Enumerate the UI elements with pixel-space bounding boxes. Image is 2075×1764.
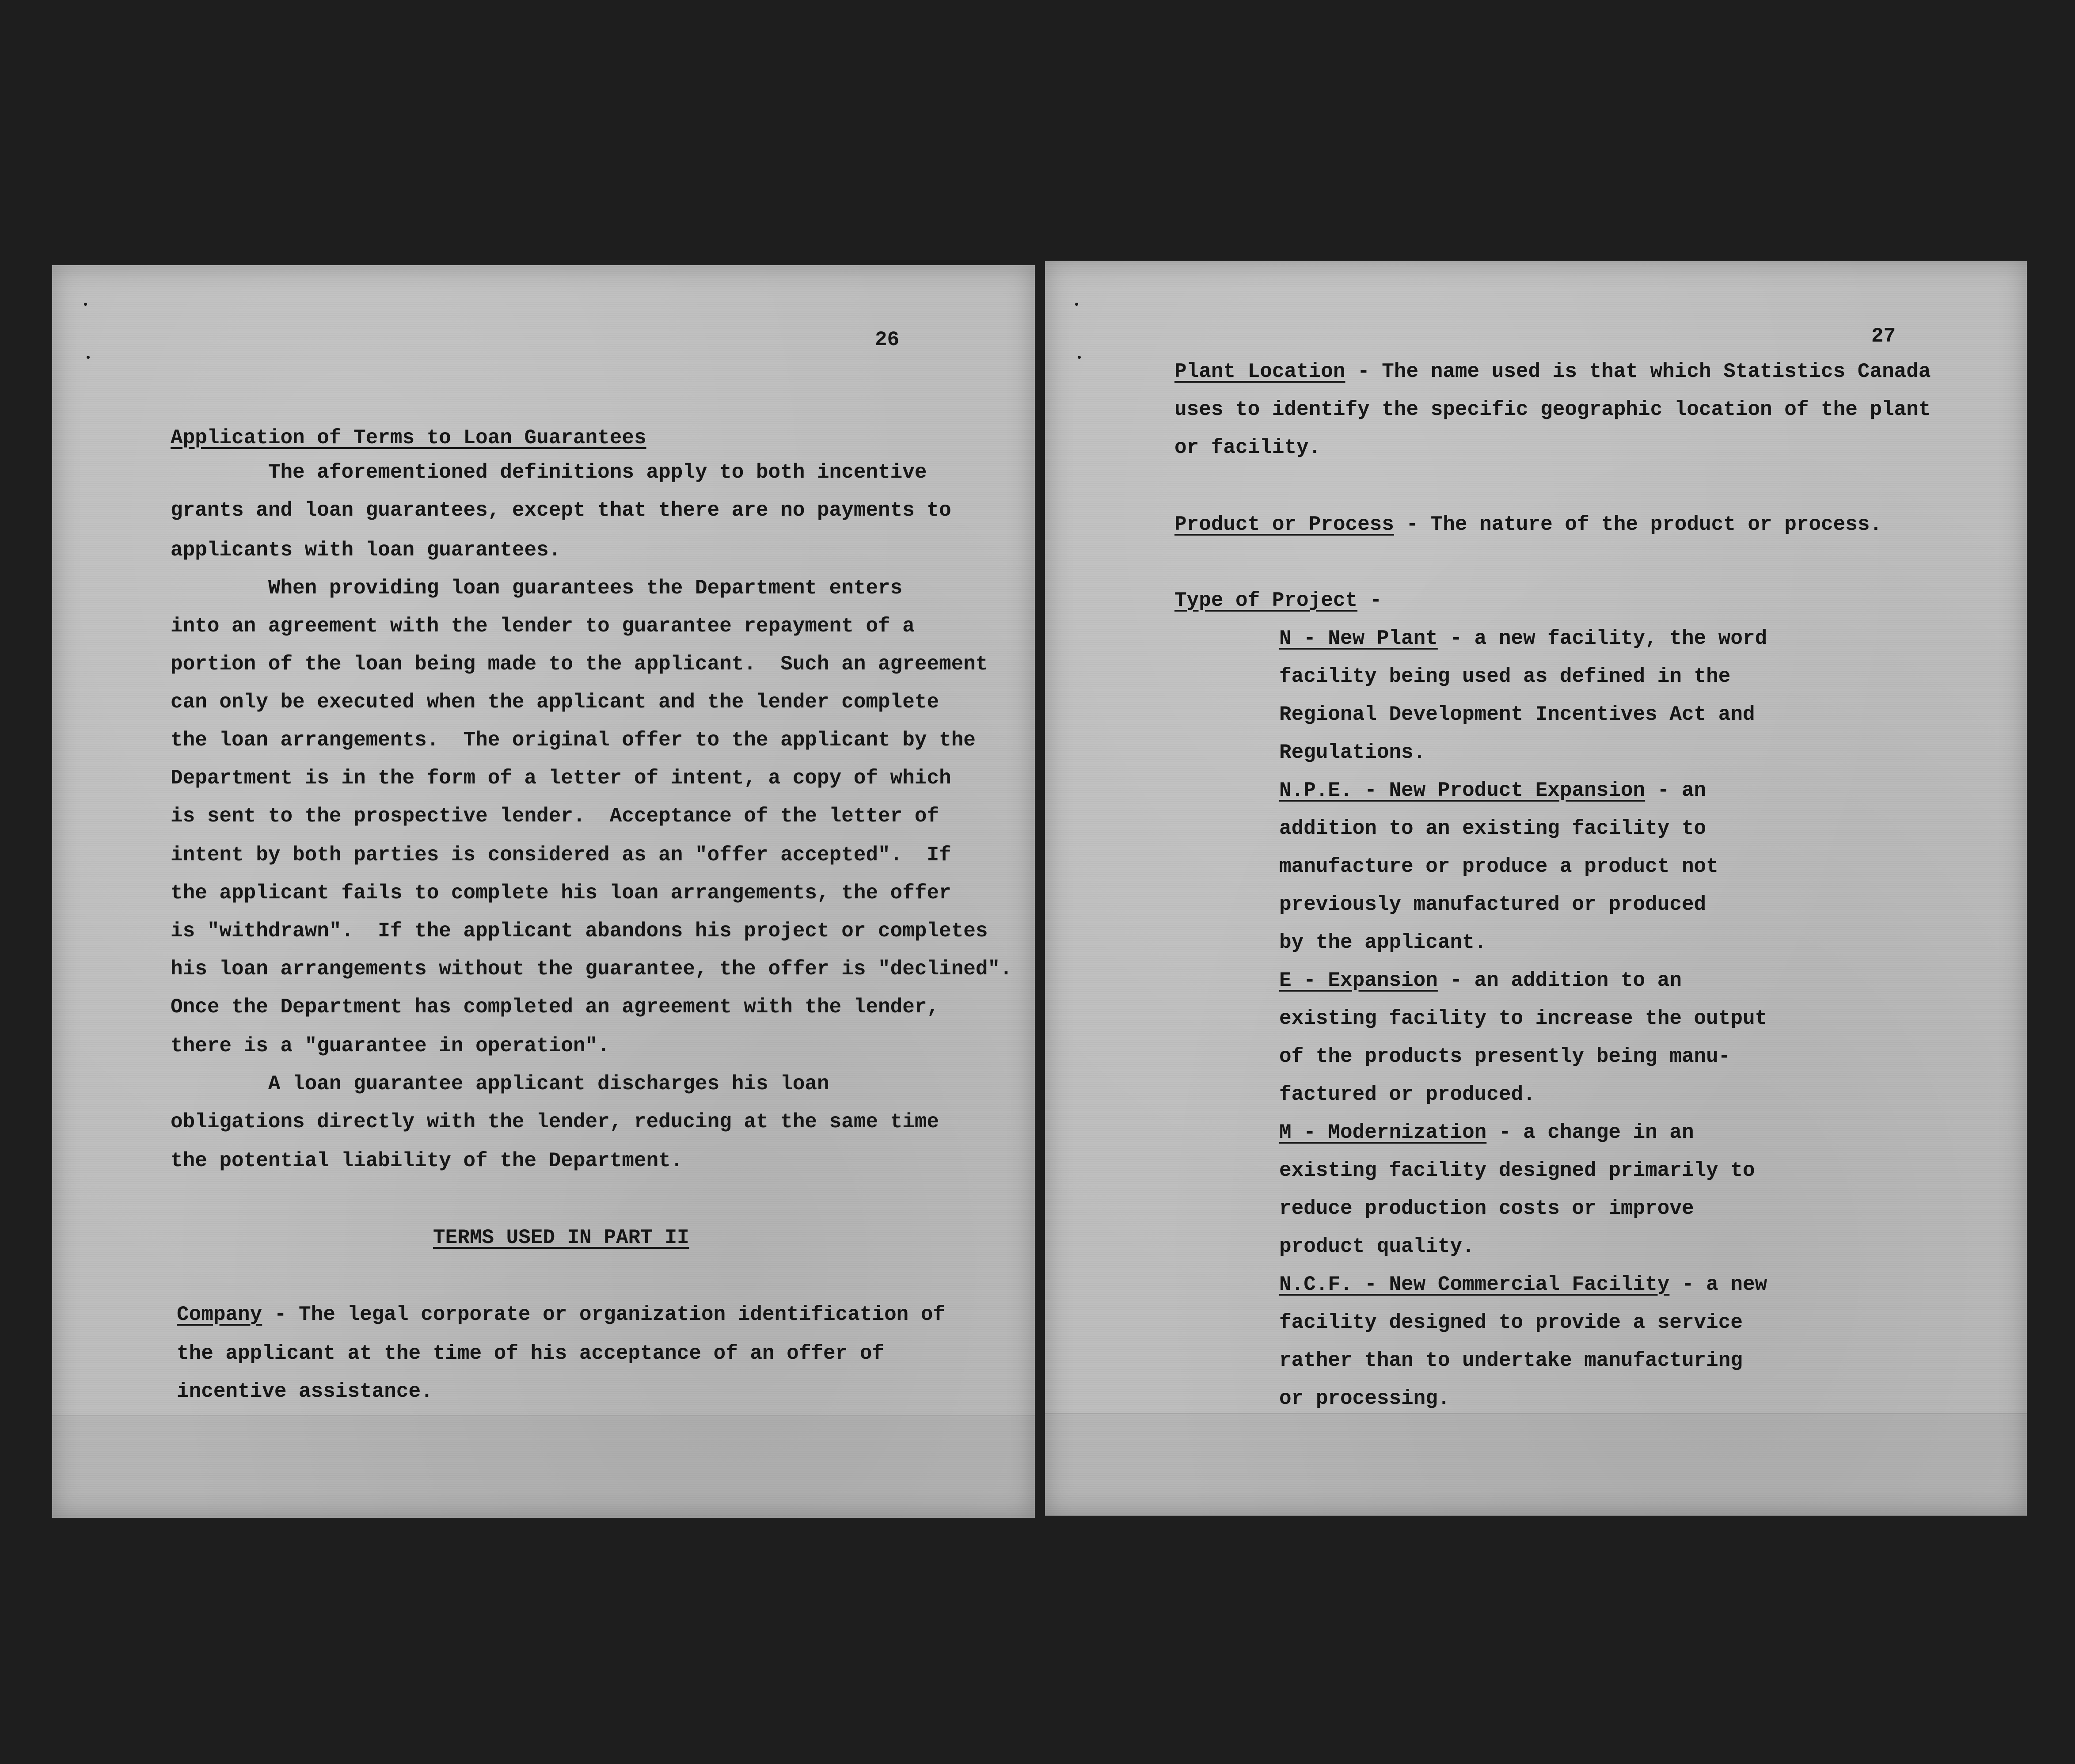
text-line: manufacture or produce a product not — [1279, 855, 1718, 878]
term-new-commercial-facility: N.C.F. - New Commercial Facility — [1279, 1273, 1670, 1296]
definition-line — [177, 1304, 945, 1325]
text-line: facility designed to provide a service — [1279, 1311, 1743, 1334]
text-line: the potential liability of the Department. — [171, 1149, 683, 1172]
scan-bottom-band — [52, 1415, 1035, 1518]
text-line: can only be executed when the applicant and the lender complete — [171, 691, 939, 714]
term-new-plant: N - New Plant — [1279, 627, 1438, 650]
definition-text: - an — [1645, 779, 1706, 802]
right-page — [1045, 261, 2027, 1516]
text-line: there is a "guarantee in operation". — [171, 1034, 610, 1057]
text-line: by the applicant. — [1279, 931, 1487, 954]
definition-text: - an addition to an — [1437, 969, 1682, 992]
term-product-or-process: Product or Process — [1174, 513, 1394, 536]
section-title: TERMS USED IN PART II — [433, 1226, 689, 1249]
text-line: applicants with loan guarantees. — [171, 539, 561, 562]
text-line: grants and loan guarantees, except that there are no payments to — [171, 499, 951, 522]
definition-line — [1279, 970, 1682, 991]
text-line: is "withdrawn". If the applicant abandons his project or completes — [171, 920, 988, 943]
text-line: incentive assistance. — [177, 1380, 433, 1403]
term-company: Company — [177, 1303, 262, 1326]
text-line: When providing loan guarantees the Department enters — [171, 577, 903, 600]
definition-line — [1174, 514, 1882, 535]
text-line: factured or produced. — [1279, 1083, 1535, 1106]
scan-speck — [1078, 356, 1081, 359]
text-line: intent by both parties is considered as an "offer accepted". If — [171, 844, 951, 867]
text-line: The aforementioned definitions apply to both incentive — [171, 461, 927, 484]
page-number: 27 — [1871, 325, 1896, 348]
text-line: obligations directly with the lender, reducing at the same time — [171, 1110, 939, 1133]
text-line: Once the Department has completed an agreement with the lender, — [171, 996, 939, 1019]
text-line: of the products presently being manu- — [1279, 1045, 1731, 1068]
section-heading: Application of Terms to Loan Guarantees — [171, 426, 646, 449]
definition-text: - The legal corporate or organization identification of — [262, 1303, 946, 1326]
definition-text: - a change in an — [1486, 1121, 1694, 1144]
text-line: the loan arrangements. The original offer to the applicant by the — [171, 729, 976, 752]
scan-speck — [84, 303, 87, 306]
definition-line — [1279, 780, 1706, 801]
text-line: the applicant fails to complete his loan arrangements, the offer — [171, 882, 951, 905]
definition-line — [1174, 361, 1931, 382]
text-line: Department is in the form of a letter of intent, a copy of which — [171, 767, 951, 790]
definition-line — [1279, 1122, 1694, 1143]
text-line: Regulations. — [1279, 741, 1426, 764]
left-page — [52, 265, 1035, 1518]
text-line: Regional Development Incentives Act and — [1279, 703, 1755, 726]
definition-text: - a new — [1669, 1273, 1767, 1296]
text-line: previously manufactured or produced — [1279, 893, 1706, 916]
scan-speck — [87, 356, 90, 359]
text-line: rather than to undertake manufacturing — [1279, 1349, 1743, 1372]
term-type-of-project: Type of Project — [1174, 589, 1358, 612]
text-line: the applicant at the time of his acceptance of an offer of — [177, 1342, 885, 1365]
text-line: uses to identify the specific geographic location of the plant — [1174, 398, 1931, 421]
text-line: or facility. — [1174, 436, 1321, 459]
text-line: is sent to the prospective lender. Acceptance of the letter of — [171, 805, 939, 828]
text-line: product quality. — [1279, 1235, 1475, 1258]
scan-bottom-band — [1045, 1413, 2027, 1516]
definition-text: - The nature of the product or process. — [1394, 513, 1882, 536]
text-line: his loan arrangements without the guarantee, the offer is "declined". — [171, 958, 1012, 981]
page-number: 26 — [875, 328, 900, 351]
text-line: facility being used as defined in the — [1279, 665, 1731, 688]
definition-text: - The name used is that which Statistics Canada — [1345, 360, 1931, 383]
text-line: existing facility designed primarily to — [1279, 1159, 1755, 1182]
term-new-product-expansion: N.P.E. - New Product Expansion — [1279, 779, 1646, 802]
definition-text: - a new facility, the word — [1437, 627, 1767, 650]
definition-text: - — [1357, 589, 1382, 612]
definition-line — [1279, 628, 1767, 649]
term-plant-location: Plant Location — [1174, 360, 1345, 383]
text-line: addition to an existing facility to — [1279, 817, 1706, 840]
definition-line — [1174, 590, 1382, 611]
text-line: or processing. — [1279, 1387, 1450, 1410]
definition-line — [1279, 1274, 1767, 1295]
term-modernization: M - Modernization — [1279, 1121, 1487, 1144]
text-line: portion of the loan being made to the applicant. Such an agreement — [171, 653, 988, 676]
text-line: into an agreement with the lender to guarantee repayment of a — [171, 615, 915, 638]
text-line: A loan guarantee applicant discharges his loan — [171, 1072, 829, 1095]
term-expansion: E - Expansion — [1279, 969, 1438, 992]
text-line: existing facility to increase the output — [1279, 1007, 1767, 1030]
text-line: reduce production costs or improve — [1279, 1197, 1694, 1220]
scan-speck — [1075, 303, 1078, 306]
